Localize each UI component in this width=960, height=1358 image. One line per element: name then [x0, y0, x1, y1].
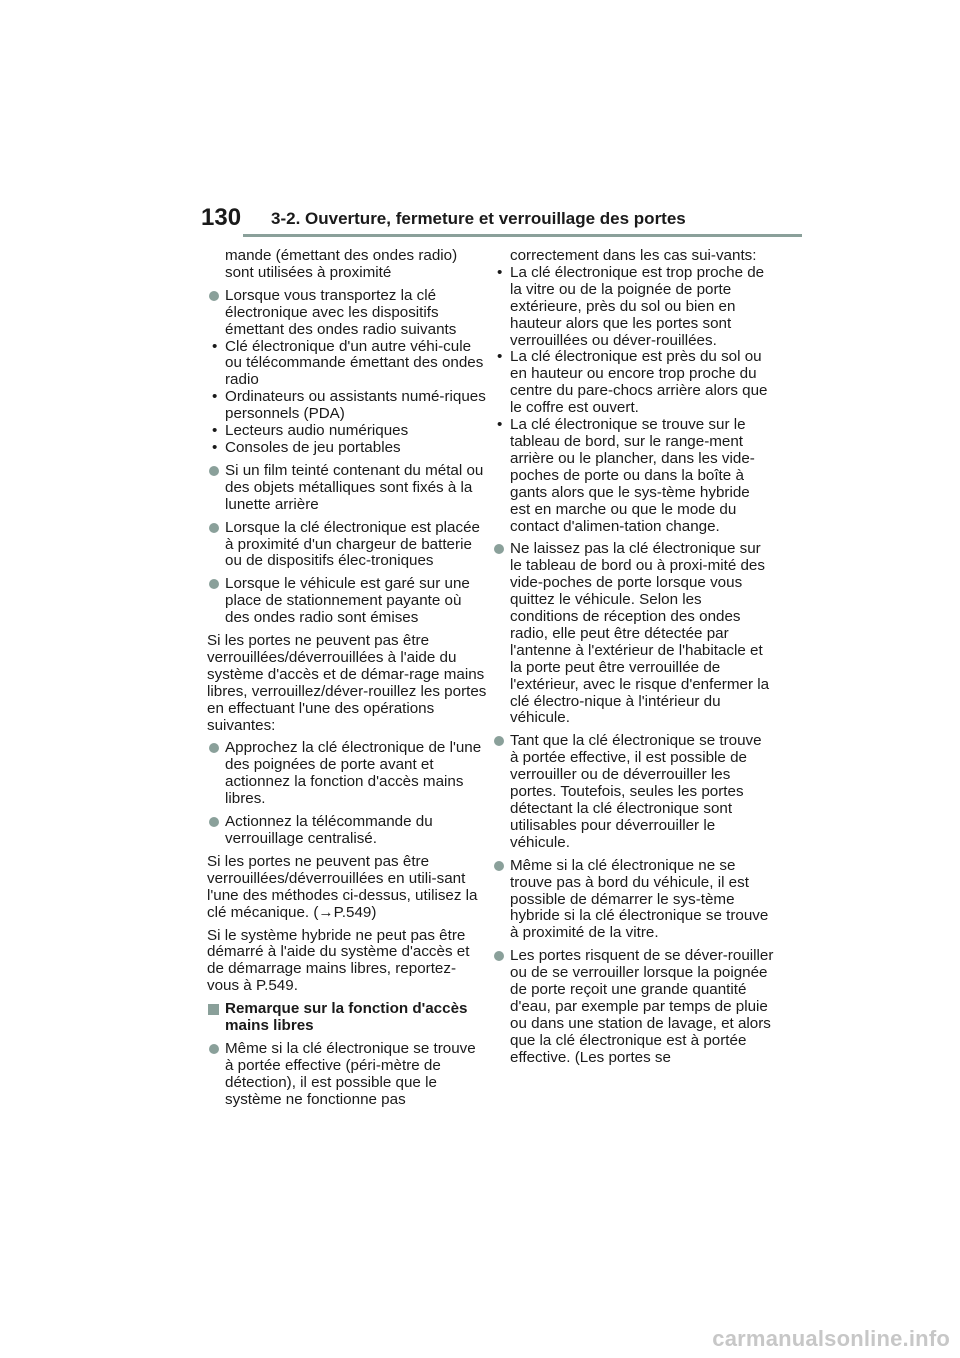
bullet-item: Les portes risquent de se déver-rouiller ou de se verrouiller lorsque la poignée de porte reçoit une grande quantité d'eau, par exemple par temps de pluie ou dans une station de lavage, et alors que la clé électronique est à portée effective. (Les portes se: [492, 948, 774, 1066]
bullet-item: Même si la clé électronique ne se trouve pas à bord du véhicule, il est possible de démarrer le sys-tème hybride si la clé électronique se trouve à proximité de la vitre.: [492, 858, 774, 943]
bullet-item: Tant que la clé électronique se trouve à portée effective, il est possible de verrouiller ou de déverrouiller les portes. Toutefois, seules les portes détectant la clé électronique sont utilisables pour déverrouiller le véhicule.: [492, 733, 774, 851]
left-column: [207, 248, 487, 1109]
bullet-item: Approchez la clé électronique de l'une des poignées de porte avant et actionnez la fonction d'accès mains libres.: [207, 740, 487, 808]
bullet-item: Ne laissez pas la clé électronique sur le tableau de bord ou à proxi-mité des vide-poches de porte lorsque vous quittez le véhicule. Selon les conditions de réception des ondes radio, elle peut être détectée par l'antenne à l'extérieur de l'habitacle et la porte peut être verrouillée de l'extérieur, avec le risque d'enfermer la clé électro-nique à l'intérieur du véhicule.: [492, 541, 774, 727]
sub-item: • Ordinateurs ou assistants numé-riques personnels (PDA): [207, 389, 487, 423]
sub-item: • Consoles de jeu portables: [207, 440, 487, 457]
continued-text: mande (émettant des ondes radio) sont utilisées à proximité: [225, 247, 458, 281]
bullet-item: Lorsque le véhicule est garé sur une place de stationnement payante où des ondes radio sont émises: [207, 576, 487, 627]
right-column: [492, 248, 774, 1067]
header-divider: [243, 234, 802, 237]
sub-item: • Lecteurs audio numériques: [207, 423, 487, 440]
body-paragraph: Si le système hybride ne peut pas être démarré à l'aide du système d'accès et de démarrage mains libres, reportez-vous à P.549.: [207, 926, 470, 995]
bullet-item: Lorsque vous transportez la clé électronique avec les dispositifs émettant des ondes radio suivants: [207, 288, 487, 339]
section-title: 3-2. Ouverture, fermeture et verrouillage des portes: [271, 209, 686, 228]
bullet-item: Même si la clé électronique se trouve à portée effective (péri-mètre de détection), il est possible que le système ne fonctionne pas: [207, 1041, 487, 1109]
sub-item: • La clé électronique est trop proche de la vitre ou de la poignée de porte extérieure, près du sol ou bien en hauteur alors que les portes sont verrouillées ou déver-rouillées.: [492, 265, 774, 350]
continued-text: correctement dans les cas sui-vants:: [510, 247, 757, 264]
page-header: [199, 205, 802, 239]
subsection-heading: Remarque sur la fonction d'accès mains libres: [207, 1001, 487, 1035]
page-number: 130: [201, 204, 242, 231]
sub-item: • La clé électronique est près du sol ou en hauteur ou encore trop proche du centre du pare-chocs arrière alors que le coffre est ouvert.: [492, 349, 774, 417]
sub-item: • Clé électronique d'un autre véhi-cule ou télécommande émettant des ondes radio: [207, 339, 487, 390]
body-paragraph: Si les portes ne peuvent pas être verrouillées/déverrouillées en utili-sant l'une des méthodes ci-dessus, utilisez la clé mécanique. (→P.549): [207, 852, 478, 921]
bullet-item: Si un film teinté contenant du métal ou des objets métalliques sont fixés à la lunette arrière: [207, 463, 487, 514]
sub-item: • La clé électronique se trouve sur le tableau de bord, sur le range-ment arrière ou le plancher, dans les vide-poches de porte ou dans la boîte à gants alors que le sys-tème hybride est en marche ou que le mode du contact d'alimen-tation change.: [492, 417, 774, 535]
bullet-item: Actionnez la télécommande du verrouillage centralisé.: [207, 814, 487, 848]
body-paragraph: Si les portes ne peuvent pas être verrouillées/déverrouillées à l'aide du système d'accès et de démar-rage mains libres, verrouillez/déver-rouillez les portes en effectuant l'une des opérations suivantes:: [207, 632, 487, 734]
bullet-item: Lorsque la clé électronique est placée à proximité d'un chargeur de batterie ou de dispositifs élec-troniques: [207, 520, 487, 571]
watermark-link[interactable]: carmanualsonline.info: [712, 1326, 950, 1351]
